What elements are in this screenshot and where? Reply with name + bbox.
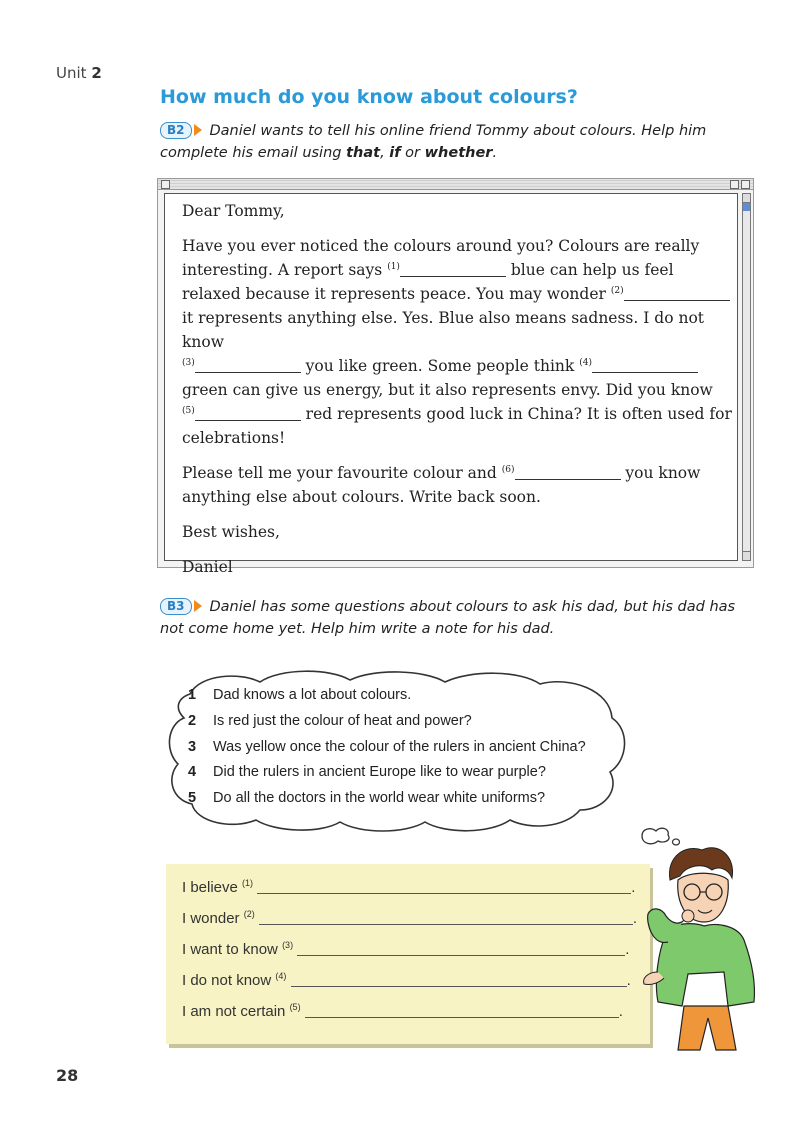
play-arrow-icon	[194, 600, 202, 612]
note-row: I believe $^{(1)}$ .	[182, 878, 636, 896]
b2-instruction: B2 Daniel wants to tell his online friend Tommy about colours. Help him complete his email using that, if or whether.	[160, 123, 707, 161]
b3-instruction: B3 Daniel has some questions about colours to ask his dad, but his dad has not come home yet. Help him write a note for his dad.	[160, 599, 736, 637]
scrollbar[interactable]	[742, 193, 751, 561]
note-row: I want to know $^{(3)}$ .	[182, 940, 630, 958]
note-lines	[182, 878, 637, 1033]
list-item: 5 Do all the doctors in the world wear white uniforms?	[188, 790, 546, 807]
boy-illustration	[628, 822, 778, 1052]
window-title-bar	[158, 179, 753, 190]
note-blank-1[interactable]	[257, 878, 631, 894]
window-zoom-icon[interactable]	[741, 180, 750, 189]
window-resize-icon[interactable]	[730, 180, 739, 189]
email-closing: Best wishes,	[182, 523, 280, 541]
play-arrow-icon	[194, 124, 202, 136]
note-blank-5[interactable]	[305, 1002, 619, 1018]
page-title: How much do you know about colours?	[160, 86, 578, 108]
email-greeting: Dear Tommy,	[182, 202, 285, 220]
note-blank-2[interactable]	[259, 909, 633, 925]
note-row: I wonder $^{(2)}$ .	[182, 909, 638, 927]
email-window	[157, 178, 754, 576]
email-paragraph-1: Have you ever noticed the colours around you? Colours are really interesting. A report says $^{(1)}$ blue can help us feel relaxed because it represents peace. You may wonder $^{(2)}$ it represents anything else. Yes. Blue also means sadness. I do not know $^{(3)}$ you like green. Some people think $^{(4)}$ green can give us energy, but it also represents envy. Did you know $^{(5)}$ red represents good luck in China? It is often used for celebrations!	[182, 237, 732, 447]
email-paragraph-2: Please tell me your favourite colour and $^{(6)}$ you know anything else about colours. Write back soon.	[182, 464, 701, 506]
blank-3[interactable]	[195, 356, 301, 373]
scroll-down-icon[interactable]	[743, 551, 750, 560]
blank-1[interactable]	[400, 260, 506, 277]
b2-badge: B2	[160, 122, 192, 139]
scroll-up-icon[interactable]	[743, 194, 750, 203]
list-item: 4 Did the rulers in ancient Europe like to wear purple?	[188, 764, 546, 781]
email-text	[182, 199, 732, 590]
note-row: I am not certain $^{(5)}$ .	[182, 1002, 623, 1020]
b3-badge: B3	[160, 598, 192, 615]
unit-label: Unit 2	[56, 64, 102, 82]
scroll-thumb[interactable]	[743, 203, 750, 211]
list-item: 2 Is red just the colour of heat and power?	[188, 712, 472, 729]
note-row: I do not know $^{(4)}$ .	[182, 971, 631, 989]
email-signature: Daniel	[182, 558, 233, 576]
list-item: 1 Dad knows a lot about colours.	[188, 687, 412, 703]
page-number: 28	[56, 1066, 79, 1085]
list-item: 3 Was yellow once the colour of the rulers in ancient China?	[188, 738, 586, 755]
blank-4[interactable]	[592, 356, 698, 373]
blank-6[interactable]	[515, 463, 621, 480]
window-close-icon[interactable]	[161, 180, 170, 189]
blank-5[interactable]	[195, 404, 301, 421]
question-list	[188, 683, 586, 812]
blank-2[interactable]	[624, 284, 730, 301]
note-blank-3[interactable]	[297, 940, 625, 956]
note-blank-4[interactable]	[291, 971, 627, 987]
unit-number: 2	[91, 64, 102, 82]
